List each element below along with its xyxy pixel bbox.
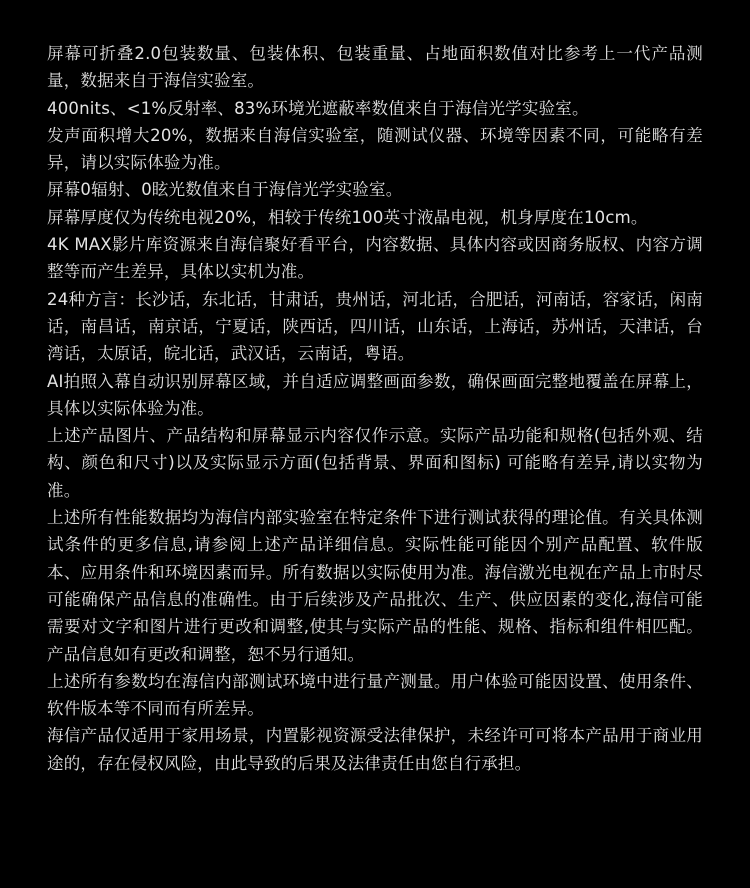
- note-home-use: 海信产品仅适用于家用场景，内置影视资源受法律保护，未经许可可将本产品用于商业用途的，存在侵权风险，由此导致的后果及法律责任由您自行承担。: [47, 726, 703, 773]
- note-folding-screen: 屏幕可折叠2.0包装数量、包装体积、包装重量、占地面积数值对比参考上一代产品测量，数据来自于海信实验室。: [47, 44, 703, 91]
- note-4k-max-library: 4K MAX影片库资源来自海信聚好看平台，内容数据、具体内容或因商务版权、内容方调整等而产生差异，具体以实机为准。: [47, 235, 703, 282]
- note-parameters: 上述所有参数均在海信内部测试环境中进行量产测量。用户体验可能因设置、使用条件、软件版本等不同而有所差异。: [47, 671, 703, 719]
- note-brightness-reflectance: 400nits、<1%反射率、83%环境光遮蔽率数值来自于海信光学实验室。: [47, 98, 589, 118]
- note-dialects: 24种方言：长沙话，东北话，甘肃话，贵州话，河北话，合肥话，河南话，容家话，闲南话，南昌话，南京话，宁夏话，陕西话，四川话，山东话，上海话，苏州话，天津话，台湾话，太原话，皖北话，武汉话，云南话，粤语。: [47, 289, 703, 364]
- note-zero-radiation-glare: 屏幕0辐射、0眩光数值来自于海信光学实验室。: [47, 180, 403, 200]
- note-product-images: 上述产品图片、产品结构和屏幕显示内容仅作示意。实际产品功能和规格(包括外观、结构、颜色和尺寸)以及实际显示方面(包括背景、界面和图标) 可能略有差异,请以实物为准。: [47, 426, 703, 500]
- note-ai-photo-screen: AI拍照入幕自动识别屏幕区域，并自适应调整画面参数，确保画面完整地覆盖在屏幕上，具体以实际体验为准。: [47, 371, 703, 418]
- note-performance-data: 上述所有性能数据均为海信内部实验室在特定条件下进行测试获得的理论值。有关具体测试条件的更多信息,请参阅上述产品详细信息。实际性能可能因个别产品配置、软件版本、应用条件和环境因素而异。所有数据以实际使用为准。海信激光电视在产品上市时尽可能确保产品信息的准确性。由于后续涉及产品批次、生产、供应因素的变化,海信可能需要对文字和图片进行更改和调整,使其与实际产品的性能、规格、指标和组件相匹配。产品信息如有更改和调整，恕不另行通知。: [47, 508, 703, 664]
- note-sound-area: 发声面积增大20%，数据来自海信实验室，随测试仪器、环境等因素不同，可能略有差异，请以实际体验为准。: [47, 125, 703, 173]
- disclaimer-notes: [47, 40, 703, 777]
- note-screen-thickness: 屏幕厚度仅为传统电视20%，相较于传统100英寸液晶电视，机身厚度在10cm。: [47, 207, 648, 227]
